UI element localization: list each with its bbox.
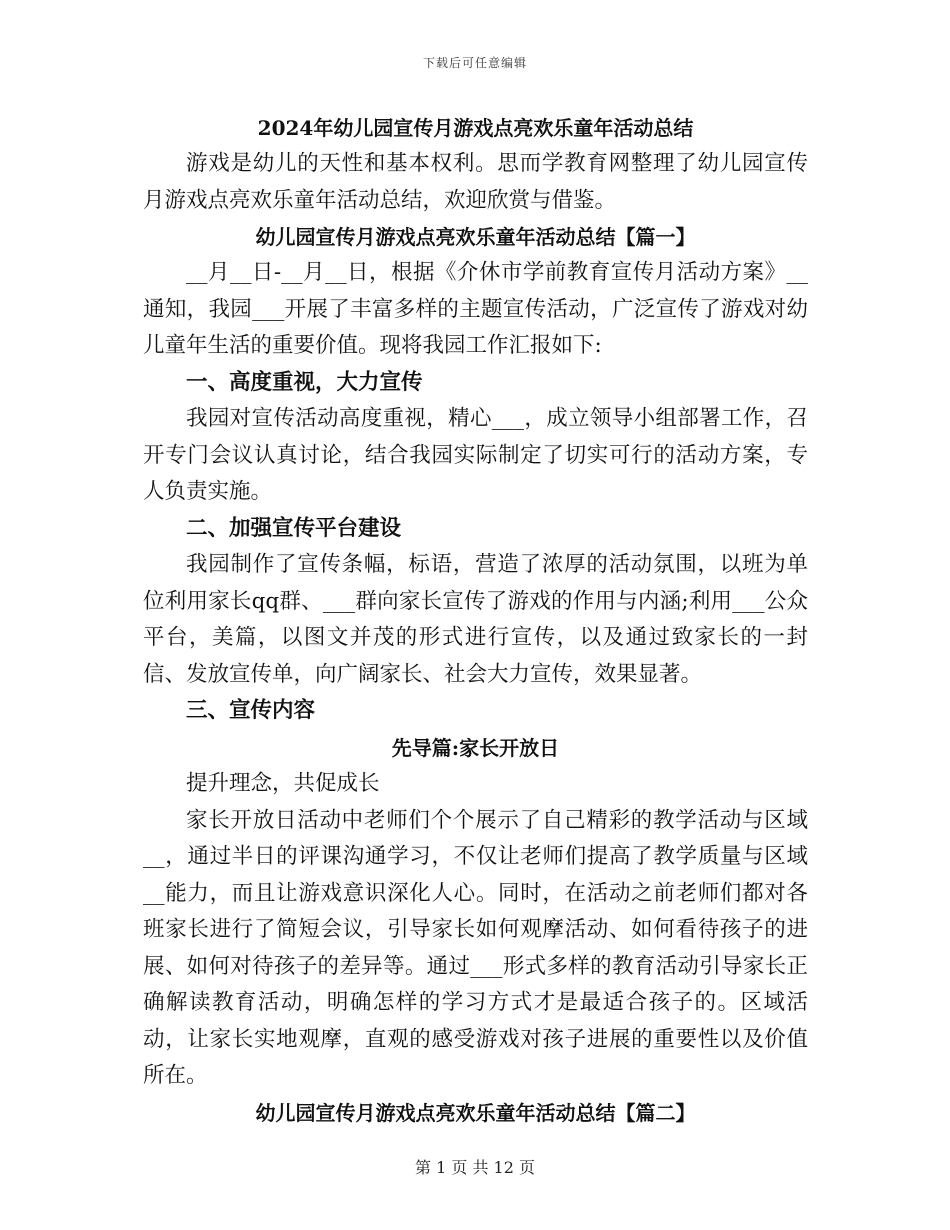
download-note: 下载后可任意编辑 bbox=[422, 56, 527, 70]
document-title: 2024年幼儿园宣传月游戏点亮欢乐童年活动总结 bbox=[257, 116, 694, 140]
part2-title: 幼儿园宣传月游戏点亮欢乐童年活动总结【篇二】 bbox=[255, 1100, 696, 1125]
section-heading-2: 二、加强宣传平台建设 bbox=[186, 515, 402, 541]
subsection-title: 先导篇:家长开放日 bbox=[391, 735, 560, 760]
subsection-tagline: 提升理念，共促成长 bbox=[186, 771, 380, 796]
document-body bbox=[143, 110, 808, 1131]
section-heading-3: 三、宣传内容 bbox=[186, 698, 316, 723]
part1-title: 幼儿园宣传月游戏点亮欢乐童年活动总结【篇一】 bbox=[255, 225, 696, 249]
section-1-paragraph: 我园对宣传活动高度重视，精心___，成立领导小组部署工作，召开专门会议认真讨论，结合我园实际制定了切实可行的活动方案，专人负责实施。 bbox=[143, 406, 808, 504]
page-number: 第 1 页 共 12 页 bbox=[415, 1158, 535, 1177]
part1-opening-paragraph: __月__日-__月__日，根据《介休市学前教育宣传月活动方案》__通知，我园___开展了丰富多样的主题宣传活动，广泛宣传了游戏对幼儿童年生活的重要价值。现将我园工作汇报如下: bbox=[143, 260, 808, 358]
section-2-paragraph: 我园制作了宣传条幅，标语，营造了浓厚的活动氛围，以班为单位利用家长qq群、___群向家长宣传了游戏的作用与内涵;利用___公众平台，美篇，以图文并茂的形式进行宣传，以及通过致家长的一封信、发放宣传单，向广阔家长、社会大力宣传，效果显著。 bbox=[143, 552, 808, 687]
open-day-paragraph: 家长开放日活动中老师们个个展示了自己精彩的教学活动与区域__，通过半日的评课沟通学习，不仅让老师们提高了教学质量与区域__能力，而且让游戏意识深化人心。同时，在活动之前老师们都对各班家长进行了简短会议，引导家长如何观摩活动、如何看待孩子的进展、如何对待孩子的差异等。通过___形式多样的教育活动引导家长正确解读教育活动，明确怎样的学习方式才是最适合孩子的。区域活动，让家长实地观摩，直观的感受游戏对孩子进展的重要性以及价值所在。 bbox=[143, 807, 808, 1088]
intro-paragraph: 游戏是幼儿的天性和基本权利。思而学教育网整理了幼儿园宣传月游戏点亮欢乐童年活动总结，欢迎欣赏与借鉴。 bbox=[143, 151, 808, 213]
section-heading-1: 一、高度重视，大力宣传 bbox=[186, 369, 423, 395]
